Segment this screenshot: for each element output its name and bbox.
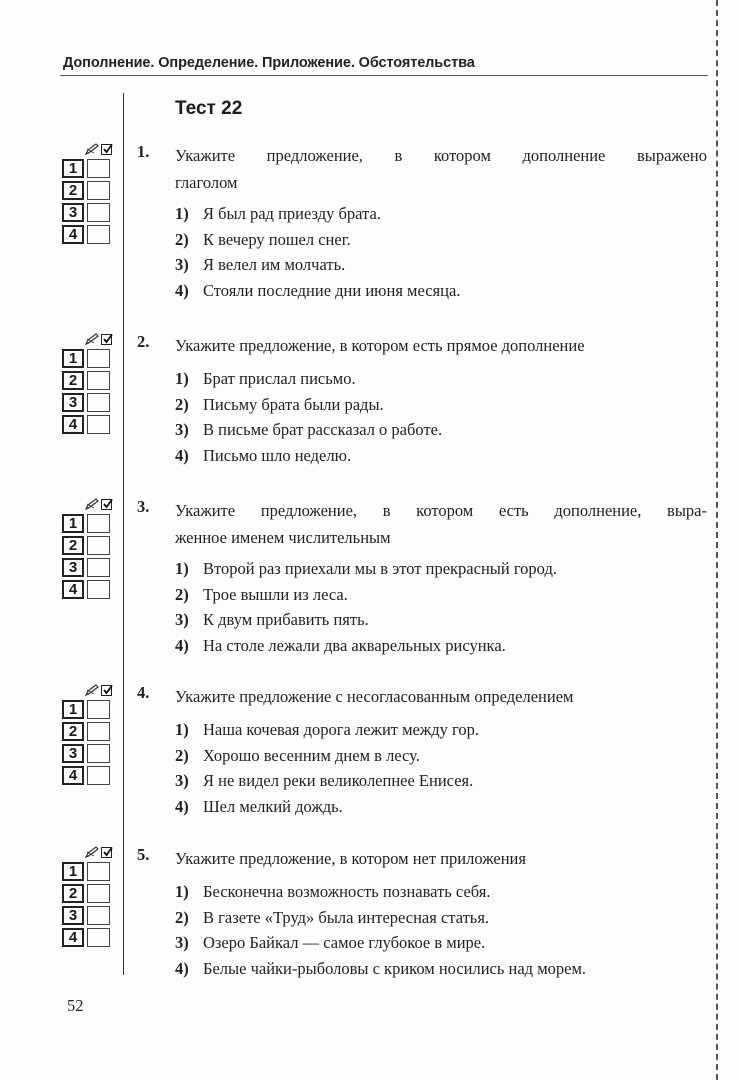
pen-icon xyxy=(85,846,99,858)
option-text: К двум прибавить пять. xyxy=(203,610,369,629)
answer-input-box[interactable] xyxy=(87,580,110,599)
options-list xyxy=(175,882,715,984)
test-title: Тест 22 xyxy=(175,98,243,119)
answer-row xyxy=(62,203,114,222)
option-number-box: 1 xyxy=(62,514,84,533)
option-item xyxy=(175,959,715,985)
answer-row xyxy=(62,181,114,200)
option-item xyxy=(175,204,715,230)
option-item xyxy=(175,255,715,281)
option-number: 3) xyxy=(175,771,189,790)
checkbox-checked-icon xyxy=(101,144,112,155)
option-number-box: 4 xyxy=(62,225,84,244)
options-list xyxy=(175,559,715,661)
option-number: 3) xyxy=(175,933,189,952)
pen-icon xyxy=(85,333,99,345)
answer-input-box[interactable] xyxy=(87,862,110,881)
answer-input-box[interactable] xyxy=(87,393,110,412)
option-text: Шел мелкий дождь. xyxy=(203,796,343,816)
option-number-box: 2 xyxy=(62,536,84,555)
answer-input-box[interactable] xyxy=(87,349,110,368)
option-text: Белые чайки-рыболовы с криком носились над морем. xyxy=(203,958,587,978)
option-number: 1) xyxy=(175,720,189,739)
option-text: Письму брата были рады. xyxy=(203,394,384,414)
answer-input-box[interactable] xyxy=(87,700,110,719)
option-number: 3) xyxy=(175,610,189,629)
options-list xyxy=(175,204,715,306)
option-text: Второй раз приехали мы в этот прекрасный город. xyxy=(203,559,557,578)
answer-row xyxy=(62,159,114,178)
question-text-line: Укажите предложение, в котором есть дополнение, выра- xyxy=(175,501,707,520)
answer-input-box[interactable] xyxy=(87,415,110,434)
cut-line xyxy=(716,0,718,1080)
checkbox-checked-icon xyxy=(101,334,112,345)
option-text: Хорошо весенним днем в лесу. xyxy=(203,745,420,765)
answer-boxes xyxy=(62,142,114,244)
answer-input-box[interactable] xyxy=(87,203,110,222)
option-number: 2) xyxy=(175,907,189,927)
running-head: Дополнение. Определение. Приложение. Обстоятельства xyxy=(63,55,475,71)
option-item xyxy=(175,281,715,307)
option-item xyxy=(175,559,715,585)
option-number: 2) xyxy=(175,745,189,765)
answer-row xyxy=(62,558,114,577)
question-text xyxy=(175,332,707,359)
option-number-box: 4 xyxy=(62,580,84,599)
checkbox-checked-icon xyxy=(101,685,112,696)
option-item xyxy=(175,585,715,611)
option-number-box: 1 xyxy=(62,349,84,368)
option-number-box: 3 xyxy=(62,558,84,577)
checkbox-checked-icon xyxy=(101,847,112,858)
option-item xyxy=(175,446,715,472)
question-number: 3. xyxy=(137,497,150,516)
option-text: Брат прислал письмо. xyxy=(203,369,356,388)
option-number: 4) xyxy=(175,280,189,300)
option-text: К вечеру пошел снег. xyxy=(203,229,351,249)
answer-row xyxy=(62,580,114,599)
answer-row xyxy=(62,884,114,903)
question-number: 4. xyxy=(137,683,150,702)
option-text: Я был рад приезду брата. xyxy=(203,204,381,223)
question-number: 1. xyxy=(137,142,150,161)
page-number: 52 xyxy=(67,996,84,1015)
option-number-box: 2 xyxy=(62,181,84,200)
answer-input-box[interactable] xyxy=(87,928,110,947)
option-item xyxy=(175,369,715,395)
pen-icon xyxy=(85,498,99,510)
option-number-box: 3 xyxy=(62,203,84,222)
question-text-line: Укажите предложение, в котором есть прямое дополнение xyxy=(175,336,585,355)
answer-boxes xyxy=(62,497,114,599)
option-number-box: 4 xyxy=(62,415,84,434)
answer-row xyxy=(62,700,114,719)
checkbox-checked-icon xyxy=(101,499,112,510)
question-number: 2. xyxy=(137,332,150,351)
question-text xyxy=(175,845,707,872)
option-text: Бесконечна возможность познавать себя. xyxy=(203,882,491,901)
option-number: 1) xyxy=(175,369,189,388)
option-number: 2) xyxy=(175,229,189,249)
option-item xyxy=(175,636,715,662)
options-list xyxy=(175,369,715,471)
option-number: 3) xyxy=(175,420,189,439)
option-text: Озеро Байкал — самое глубокое в мире. xyxy=(203,933,486,952)
option-number: 4) xyxy=(175,635,189,655)
option-number: 2) xyxy=(175,394,189,414)
option-text: Наша кочевая дорога лежит между гор. xyxy=(203,720,480,739)
option-number-box: 3 xyxy=(62,906,84,925)
option-text: Письмо шло неделю. xyxy=(203,445,352,465)
option-number-box: 3 xyxy=(62,744,84,763)
answer-boxes xyxy=(62,683,114,785)
answer-row xyxy=(62,371,114,390)
answer-row xyxy=(62,415,114,434)
option-item xyxy=(175,720,715,746)
option-item xyxy=(175,230,715,256)
answer-row xyxy=(62,349,114,368)
option-text: Я не видел реки великолепнее Енисея. xyxy=(203,771,474,790)
option-item xyxy=(175,395,715,421)
option-item xyxy=(175,610,715,636)
question-text xyxy=(175,683,707,710)
answer-row xyxy=(62,906,114,925)
margin-rule xyxy=(123,93,124,975)
option-number-box: 1 xyxy=(62,159,84,178)
question-text-line: Укажите предложение, в котором дополнение выражено xyxy=(175,146,707,165)
option-item xyxy=(175,420,715,446)
header-rule xyxy=(60,75,708,76)
option-number-box: 4 xyxy=(62,766,84,785)
option-number: 4) xyxy=(175,445,189,465)
option-number-box: 1 xyxy=(62,862,84,881)
answer-boxes xyxy=(62,845,114,947)
answer-row xyxy=(62,722,114,741)
question-number: 5. xyxy=(137,845,150,864)
answer-boxes xyxy=(62,332,114,434)
answer-input-box[interactable] xyxy=(87,884,110,903)
option-item xyxy=(175,933,715,959)
answer-row xyxy=(62,536,114,555)
option-text: В письме брат рассказал о работе. xyxy=(203,420,443,439)
answer-input-box[interactable] xyxy=(87,536,110,555)
answer-row xyxy=(62,514,114,533)
option-number: 1) xyxy=(175,204,189,223)
answer-input-box[interactable] xyxy=(87,225,110,244)
question-text-line: женное именем числительным xyxy=(175,528,391,547)
option-item xyxy=(175,908,715,934)
answer-input-box[interactable] xyxy=(87,371,110,390)
question-text-line: глаголом xyxy=(175,173,238,192)
answer-input-box[interactable] xyxy=(87,159,110,178)
option-item xyxy=(175,771,715,797)
option-number-box: 2 xyxy=(62,722,84,741)
question-text-line: Укажите предложение, в котором нет приложения xyxy=(175,849,526,868)
option-text: Стояли последние дни июня месяца. xyxy=(203,280,461,300)
answer-input-box[interactable] xyxy=(87,906,110,925)
option-number: 4) xyxy=(175,796,189,816)
answer-row xyxy=(62,744,114,763)
answer-row xyxy=(62,393,114,412)
answer-input-box[interactable] xyxy=(87,744,110,763)
answer-input-box[interactable] xyxy=(87,558,110,577)
option-text: В газете «Труд» была интересная статья. xyxy=(203,907,490,927)
question-text-line: Укажите предложение с несогласованным определением xyxy=(175,687,574,706)
answer-row xyxy=(62,928,114,947)
options-list xyxy=(175,720,715,822)
option-item xyxy=(175,797,715,823)
question-text xyxy=(175,142,707,196)
question-text xyxy=(175,497,707,551)
option-number-box: 3 xyxy=(62,393,84,412)
pen-icon xyxy=(85,143,99,155)
answer-input-box[interactable] xyxy=(87,766,110,785)
option-item xyxy=(175,746,715,772)
option-number: 1) xyxy=(175,559,189,578)
option-number-box: 2 xyxy=(62,371,84,390)
option-text: Трое вышли из леса. xyxy=(203,584,348,604)
option-text: Я велел им молчать. xyxy=(203,255,346,274)
option-number-box: 1 xyxy=(62,700,84,719)
option-number: 2) xyxy=(175,584,189,604)
answer-input-box[interactable] xyxy=(87,722,110,741)
option-number: 1) xyxy=(175,882,189,901)
option-number-box: 4 xyxy=(62,928,84,947)
answer-row xyxy=(62,862,114,881)
answer-input-box[interactable] xyxy=(87,181,110,200)
option-number: 3) xyxy=(175,255,189,274)
answer-row xyxy=(62,225,114,244)
answer-row xyxy=(62,766,114,785)
pen-icon xyxy=(85,684,99,696)
option-number: 4) xyxy=(175,958,189,978)
answer-input-box[interactable] xyxy=(87,514,110,533)
option-text: На столе лежали два акварельных рисунка. xyxy=(203,635,506,655)
option-item xyxy=(175,882,715,908)
option-number-box: 2 xyxy=(62,884,84,903)
